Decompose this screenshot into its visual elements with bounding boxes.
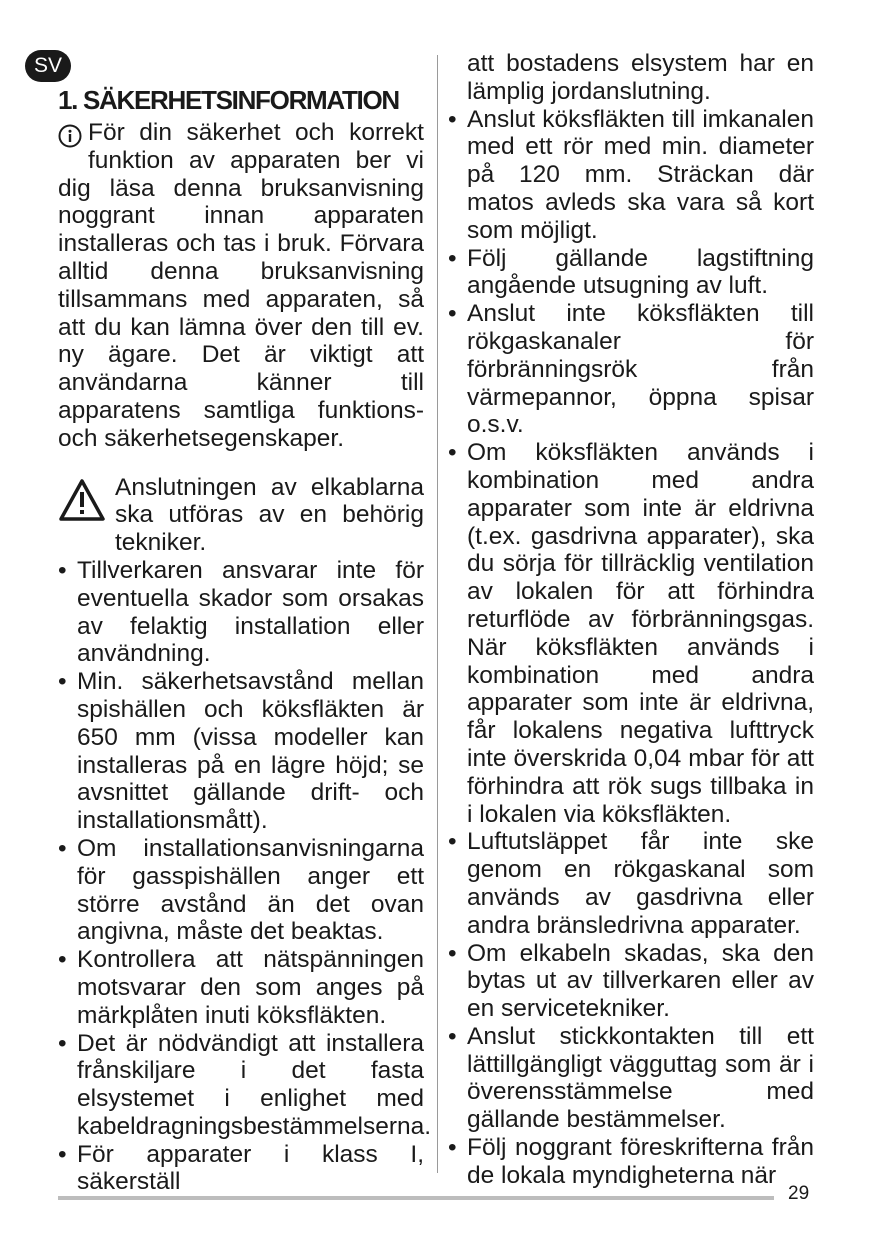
language-badge: SV <box>25 50 71 82</box>
bullet-icon: • <box>448 105 457 133</box>
list-item: • Tillverkaren ansvarar inte för eventuella skador som orsakas av felaktig installation eller användning. <box>58 556 424 668</box>
bullet-icon: • <box>448 828 457 856</box>
bullet-icon: • <box>448 1134 457 1162</box>
bullet-icon: • <box>58 1029 67 1057</box>
bullet-icon: • <box>58 834 67 862</box>
list-item: • Anslut köksfläkten till imkanalen med ett rör med min. diameter på 120 mm. Sträckan där matos avleds ska vara så kort som möjligt. <box>448 105 814 244</box>
footer-rule <box>58 1196 774 1200</box>
warning-block <box>58 474 424 557</box>
section-title: 1. SÄKERHETSINFORMATION <box>58 85 399 115</box>
list-item: • Om köksfläkten används i kombination med andra apparater som inte är eldrivna (t.ex. gasdrivna apparater), ska du sörja för tillräcklig ventilation av lokalen för att förhindra returflöde av förbränningsgas. När köksfläkten används i kombination med andra apparater som inte är eldrivna, får lokalens negativa lufttryck inte överskrida 0,04 mbar för att förhindra att rök sugs tillbaka in i lokalen via köksfläkten. <box>448 439 814 828</box>
bullet-icon: • <box>448 1022 457 1050</box>
intro-block <box>58 119 424 453</box>
list-item: • Kontrollera att nätspänningen motsvarar den som anges på märkplåten inuti köksfläkten. <box>58 946 424 1029</box>
column-divider <box>437 55 438 1173</box>
bullet-icon: • <box>448 939 457 967</box>
bullet-icon: • <box>448 300 457 328</box>
bullet-icon: • <box>58 556 67 584</box>
list-item: • Luftutsläppet får inte ske genom en rökgaskanal som används av gasdrivna eller andra bränsledrivna apparater. <box>448 828 814 939</box>
bullet-icon: • <box>448 244 457 272</box>
intro-text: För din säkerhet och korrekt funktion av apparaten ber vi dig läsa denna bruksanvisning noggrant innan apparaten installeras och tas i bruk. Förvara alltid denna bruksanvisning tillsammans med apparaten, så att du kan lämna över den till ev. ny ägare. Det är viktigt att användarna känner till apparatens samtliga funktions- och säkerhetsegenskaper. <box>58 119 424 452</box>
left-bullet-list <box>58 556 432 1196</box>
list-item: • Om installationsanvisningarna för gasspishällen anger ett större avstånd än det ovan angivna, måste det beaktas. <box>58 834 424 946</box>
list-item: • Följ noggrant föreskrifterna från de lokala myndigheterna när <box>448 1134 814 1189</box>
list-item: • Det är nödvändigt att installera frånskiljare i det fasta elsystemet i enlighet med kabeldragningsbestämmelserna. <box>58 1029 432 1140</box>
list-item: • Följ gällande lagstiftning angående utsugning av luft. <box>448 244 814 300</box>
bullet-icon: • <box>448 439 457 467</box>
list-item: • Anslut inte köksfläkten till rökgaskanaler för förbränningsrök från värmepannor, öppna spisar o.s.v. <box>448 300 814 439</box>
bullet-icon: • <box>58 1140 67 1168</box>
left-column <box>58 50 432 1196</box>
warning-text: Anslutningen av elkablarna ska utföras av en behörig tekniker. <box>115 473 424 557</box>
list-item: • För apparater i klass I, säkerställ <box>58 1140 424 1196</box>
warning-icon <box>58 478 106 522</box>
list-item: • Min. säkerhetsavstånd mellan spishällen och köksfläkten är 650 mm (vissa modeller kan installeras på en lägre höjd; se avsnittet gällande drift- och installationsmått). <box>58 668 424 835</box>
info-icon <box>58 124 82 148</box>
continued-text: att bostadens elsystem har en lämplig jordanslutning. <box>467 50 814 105</box>
right-column <box>448 50 814 1190</box>
right-bullet-list <box>448 106 814 1190</box>
bullet-icon: • <box>58 668 67 696</box>
page-number: 29 <box>788 1183 810 1204</box>
list-item: • Om elkabeln skadas, ska den bytas ut av tillverkaren eller av en servicetekniker. <box>448 939 814 1023</box>
list-item: • Anslut stickkontakten till ett lättillgängligt vägguttag som är i överensstämmelse med gällande bestämmelser. <box>448 1022 814 1134</box>
bullet-icon: • <box>58 946 67 974</box>
